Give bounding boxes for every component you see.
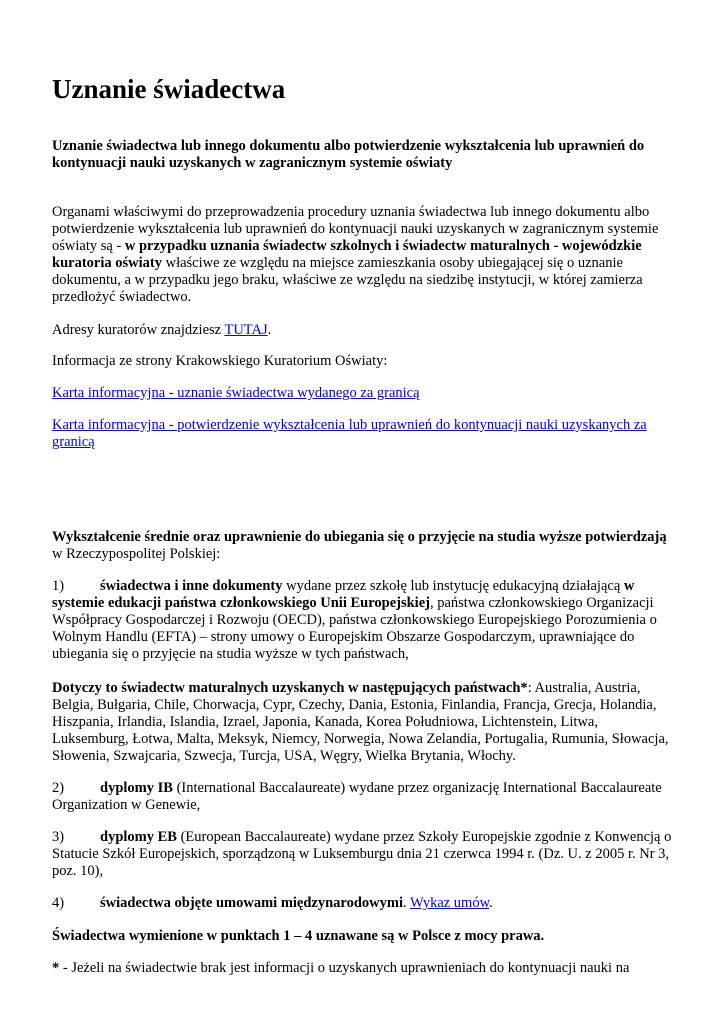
recognition-statement: Świadectwa wymienione w punktach 1 – 4 uznawane są w Polsce z mocy prawa. [52,928,545,944]
countries-text: : Australia, Austria, Belgia, Bułgaria, Chile, Chorwacja, Cypr, Czechy, Dania, Estonia, Finlandia, Francja, Grecja, Holandia, Hiszpania, Irlandia, Islandia, Izrael, Japonia, Kanada, Korea Południowa, Lichtenstein, Litwa, Luksemburg, Łotwa, Malta, Meksyk, Niemcy, Norwegia, Nowa Zelandia, Portugalia, Rumunia, Słowacja, Słowenia, Szwajcaria, Szwecja, Turcja, USA, Węgry, Wielka Brytania, Włochy. [52,680,669,764]
organ-paragraph [52,204,673,306]
info-text: Informacja ze strony Krakowskiego Kuratorium Oświaty: [52,353,388,369]
info-card-link-2-paragraph [52,417,673,451]
organ-bold: w przypadku uznania świadectw szkolnych i świadectw maturalnych - wojewódzkie kuratoria oświaty [52,238,642,271]
item-number: 1) [52,578,65,594]
list-item-1 [52,578,673,663]
secondary-text: w Rzeczypospolitej Polskiej: [52,546,221,562]
addresses-end: . [267,322,272,338]
footnote-star: * [52,960,60,976]
item4-text: . [403,895,410,911]
info-card-link-1-paragraph [52,385,673,402]
list-item-2 [52,780,673,814]
item3-text: (European Baccalaureate) wydane przez Szkoły Europejskie zgodnie z Konwencją o Statucie Szkół Europejskich, sporządzoną w Luksemburgu dnia 21 czerwca 1994 r. (Dz. U. z 2005 r. Nr 3, poz. 10), [52,829,672,879]
item1-bold-2: w systemie edukacji państwa członkowskiego Unii Europejskiej [52,578,635,611]
page-title: Uznanie świadectwa [52,74,286,104]
item-number: 2) [52,780,65,796]
addresses-paragraph [52,322,673,339]
footnote [52,960,673,977]
countries-paragraph [52,680,673,765]
treaties-link[interactable]: Wykaz umów [410,895,490,911]
item1-text-2: , państwa członkowskiego Organizacji Współpracy Gospodarczej i Rozwoju (OECD), państwa członkowskiego Europejskiego Porozumienia o Wolnym Handlu (EFTA) – strony umowy o Europejskim Obszarze Gospodarczym, uprawniające do ubiegania się o przyjęcie na studia wyższe w tych państwach, [52,595,657,662]
secondary-education-paragraph [52,529,673,563]
list-item-3 [52,829,673,880]
info-card-link-1[interactable]: Karta informacyjna - uznanie świadectwa wydanego za granicą [52,385,420,401]
addresses-text: Adresy kuratorów znajdziesz [52,322,225,338]
item-number: 4) [52,895,65,911]
secondary-bold: Wykształcenie średnie oraz uprawnienie do ubiegania się o przyjęcie na studia wyższe potwierdzają [52,529,667,545]
countries-bold: Dotyczy to świadectw maturalnych uzyskanych w następujących państwach* [52,680,528,696]
tutaj-link[interactable]: TUTAJ [224,322,268,338]
item1-text-1: wydane przez szkołę lub instytucję edukacyjną działającą [282,578,624,594]
item4-end: . [489,895,493,911]
item4-bold: świadectwa objęte umowami międzynarodowymi [100,895,403,911]
info-card-link-2[interactable]: Karta informacyjna - potwierdzenie wykształcenia lub uprawnień do kontynuacji nauki uzyskanych za granicą [52,417,647,450]
item3-bold: dyplomy EB [100,829,177,845]
footnote-text: - Jeżeli na świadectwie brak jest informacji o uzyskanych uprawnieniach do kontynuacji nauki na [59,960,630,976]
organ-text-2: właściwe ze względu na miejsce zamieszkania osoby ubiegającej się o uznanie dokumentu, a w przypadku jego braku, właściwe ze względu na siedzibę instytucji, w której zamierza przedłożyć świadectwo. [52,255,643,305]
list-item-4 [52,895,673,912]
subtitle: Uznanie świadectwa lub innego dokumentu albo potwierdzenie wykształcenia lub uprawnień do kontynuacji nauki uzyskanych w zagranicznym systemie oświaty [52,138,645,171]
item2-bold: dyplomy IB [100,780,173,796]
item-number: 3) [52,829,65,845]
item1-bold-1: świadectwa i inne dokumenty [100,578,283,594]
organ-text-1: Organami właściwymi do przeprowadzenia procedury uznania świadectwa lub innego dokumentu albo potwierdzenie wykształcenia lub uprawnień do kontynuacji nauki uzyskanych w zagranicznym systemie oświaty są - [52,204,659,254]
item2-text: (International Baccalaureate) wydane przez organizację International Baccalaureate Organization w Genewie, [52,780,662,813]
